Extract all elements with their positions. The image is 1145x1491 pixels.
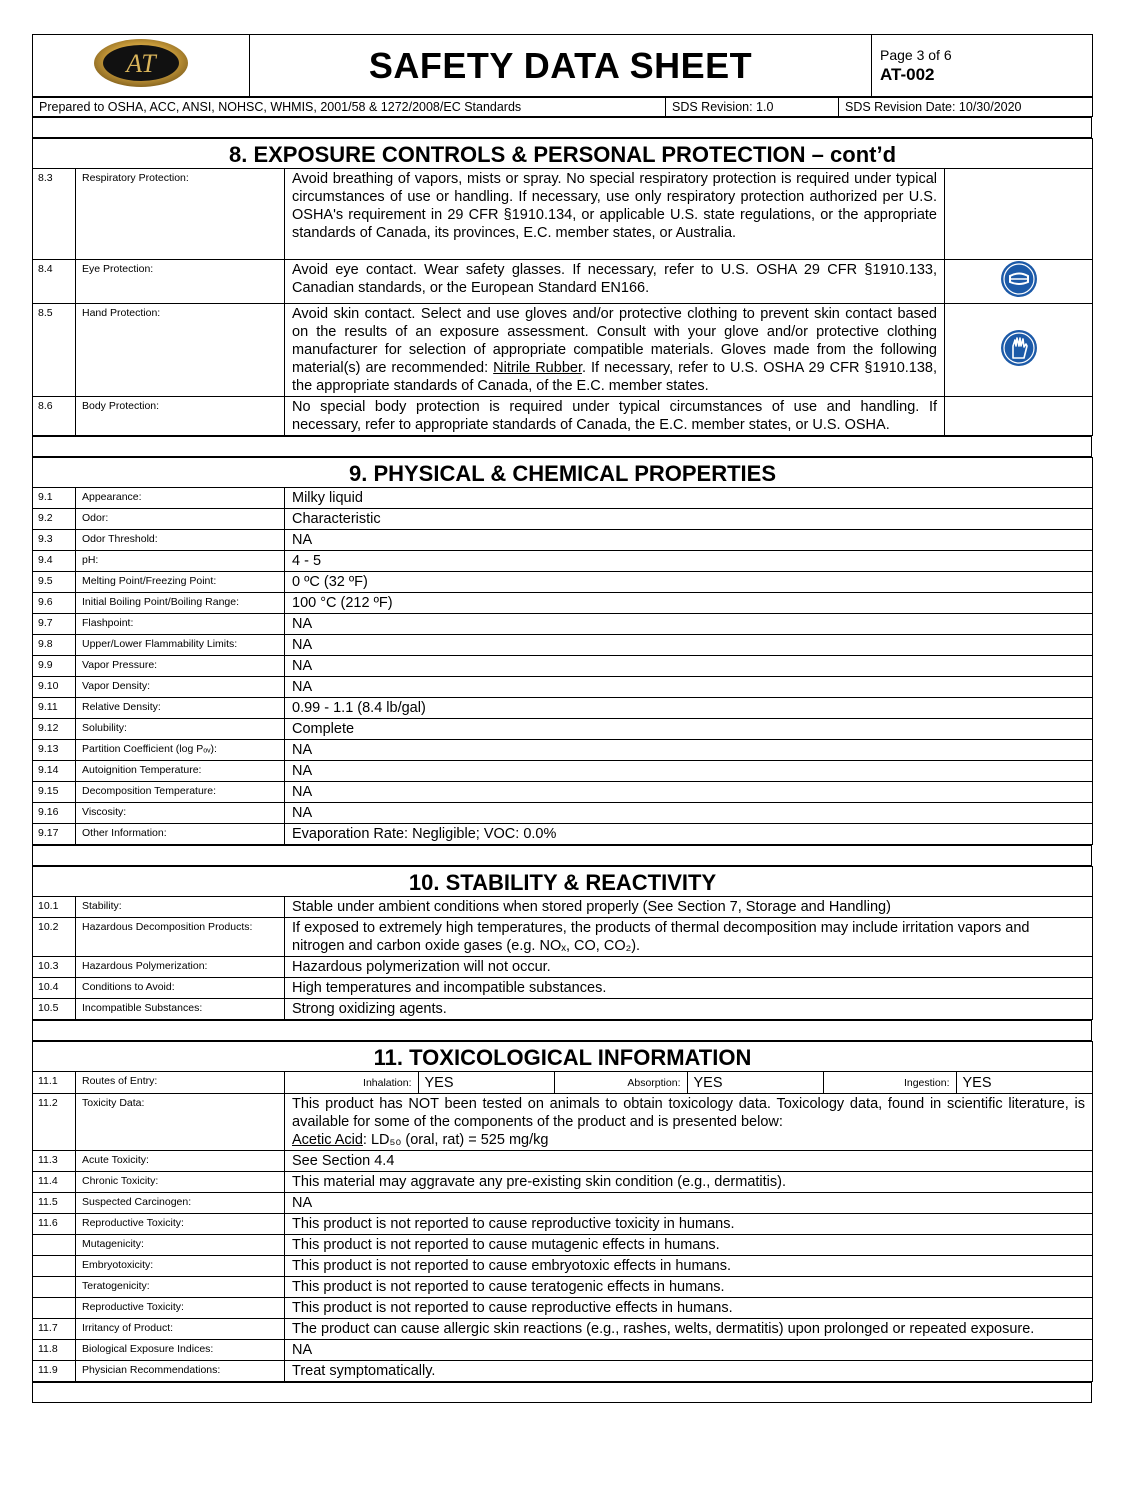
row-label: Odor: — [76, 509, 285, 530]
sheet-header — [32, 34, 1093, 97]
row-number: 8.4 — [33, 260, 76, 304]
section-9-title: 9. PHYSICAL & CHEMICAL PROPERTIES — [33, 458, 1093, 488]
row-value: See Section 4.4 — [285, 1151, 1093, 1172]
row-label: Conditions to Avoid: — [76, 978, 285, 999]
row-value: 0.99 - 1.1 (8.4 lb/gal) — [285, 698, 1093, 719]
row-label: Vapor Density: — [76, 677, 285, 698]
table-row — [33, 656, 1093, 677]
row-label: Physician Recommendations: — [76, 1361, 285, 1382]
row-label: Teratogenicity: — [76, 1277, 285, 1298]
row-label: Chronic Toxicity: — [76, 1172, 285, 1193]
row-number: 9.17 — [33, 824, 76, 845]
table-row — [33, 1277, 1093, 1298]
row-label: Appearance: — [76, 488, 285, 509]
row-label: Odor Threshold: — [76, 530, 285, 551]
row-number: 10.3 — [33, 957, 76, 978]
row-label: Embryotoxicity: — [76, 1256, 285, 1277]
icon-cell-empty — [945, 397, 1093, 436]
row-number: 9.4 — [33, 551, 76, 572]
row-value: Milky liquid — [285, 488, 1093, 509]
row-number — [33, 1298, 76, 1319]
standards-bar — [32, 97, 1093, 117]
table-row — [33, 782, 1093, 803]
section-9-table — [32, 457, 1093, 845]
at-logo-icon — [91, 36, 191, 90]
row-value: NA — [285, 530, 1093, 551]
row-label: Solubility: — [76, 719, 285, 740]
page-number: Page 3 of 6 — [880, 47, 952, 63]
row-number: 9.7 — [33, 614, 76, 635]
row-label: Melting Point/Freezing Point: — [76, 572, 285, 593]
row-number: 9.11 — [33, 698, 76, 719]
row-label: Other Information: — [76, 824, 285, 845]
row-number: 9.1 — [33, 488, 76, 509]
sds-revision: SDS Revision: 1.0 — [666, 98, 839, 117]
table-row — [33, 551, 1093, 572]
row-number: 11.9 — [33, 1361, 76, 1382]
row-value: High temperatures and incompatible substances. — [285, 978, 1093, 999]
row-number: 10.2 — [33, 918, 76, 957]
ingestion-label: Ingestion: — [823, 1072, 956, 1093]
row-label: Suspected Carcinogen: — [76, 1193, 285, 1214]
inhalation-value: YES — [418, 1072, 554, 1093]
row-label: Body Protection: — [76, 397, 285, 436]
row-value: Treat symptomatically. — [285, 1361, 1093, 1382]
row-value: The product can cause allergic skin reactions (e.g., rashes, welts, dermatitis) upon prolonged or repeated exposure. — [285, 1319, 1093, 1340]
section-8-title: 8. EXPOSURE CONTROLS & PERSONAL PROTECTION – cont’d — [33, 139, 1093, 169]
row-label: Stability: — [76, 897, 285, 918]
row-value: This product is not reported to cause reproductive effects in humans. — [285, 1298, 1093, 1319]
table-row — [33, 1193, 1093, 1214]
row-number: 8.6 — [33, 397, 76, 436]
row-number: 8.3 — [33, 169, 76, 260]
row-value: NA — [285, 1193, 1093, 1214]
row-value: NA — [285, 761, 1093, 782]
row-label: Upper/Lower Flammability Limits: — [76, 635, 285, 656]
section-10-table — [32, 866, 1093, 1020]
row-label: Acute Toxicity: — [76, 1151, 285, 1172]
row-label: Reproductive Toxicity: — [76, 1214, 285, 1235]
row-number: 10.4 — [33, 978, 76, 999]
table-row — [33, 824, 1093, 845]
safety-goggles-icon — [1000, 260, 1038, 298]
table-row — [33, 677, 1093, 698]
table-row — [33, 1298, 1093, 1319]
table-row — [33, 572, 1093, 593]
row-label: Initial Boiling Point/Boiling Range: — [76, 593, 285, 614]
row-number: 11.5 — [33, 1193, 76, 1214]
hand-protection-value: Avoid skin contact. Select and use gloves and/or protective clothing to prevent skin contact based on the results of an exposure assessment. Consult with your glove and/or protective clothing manufacturer for selection of appropriate compatible materials. Gloves made from the following material(s) are recommended: Nitrile Rubber. If necessary, refer to U.S. OSHA 29 CFR §1910.138, the appropriate standards of Canada, of the E.C. member states. — [285, 304, 945, 397]
table-row — [33, 918, 1093, 957]
row-value: NA — [285, 677, 1093, 698]
row-value: 0 ºC (32 ºF) — [285, 572, 1093, 593]
row-number: 11.3 — [33, 1151, 76, 1172]
row-value: NA — [285, 803, 1093, 824]
row-value: This product is not reported to cause teratogenic effects in humans. — [285, 1277, 1093, 1298]
row-value: Stable under ambient conditions when stored properly (See Section 7, Storage and Handling) — [285, 897, 1093, 918]
row-number: 11.2 — [33, 1094, 76, 1151]
row-number: 9.8 — [33, 635, 76, 656]
row-number: 9.10 — [33, 677, 76, 698]
row-value: NA — [285, 740, 1093, 761]
row-label: Mutagenicity: — [76, 1235, 285, 1256]
row-value: Complete — [285, 719, 1093, 740]
row-value: NA — [285, 635, 1093, 656]
row-number: 9.2 — [33, 509, 76, 530]
table-row — [33, 488, 1093, 509]
table-row — [33, 509, 1093, 530]
page-info — [872, 35, 1093, 97]
table-row — [33, 1361, 1093, 1382]
table-row — [33, 1214, 1093, 1235]
row-value: This material may aggravate any pre-existing skin condition (e.g., dermatitis). — [285, 1172, 1093, 1193]
table-row — [33, 719, 1093, 740]
table-row — [33, 999, 1093, 1020]
row-number: 9.3 — [33, 530, 76, 551]
absorption-label: Absorption: — [554, 1072, 687, 1093]
row-value: This product is not reported to cause mutagenic effects in humans. — [285, 1235, 1093, 1256]
row-label: Hand Protection: — [76, 304, 285, 397]
row-label: Decomposition Temperature: — [76, 782, 285, 803]
row-label: Incompatible Substances: — [76, 999, 285, 1020]
row-value: NA — [285, 614, 1093, 635]
toxicity-data-value: This product has NOT been tested on animals to obtain toxicology data. Toxicology data, found in scientific literature, is available for some of the components of the product and is presented below: Acetic Acid: LD₅₀ (oral, rat) = 525 mg/kg — [285, 1094, 1093, 1151]
row-value: Evaporation Rate: Negligible; VOC: 0.0% — [285, 824, 1093, 845]
absorption-value: YES — [687, 1072, 823, 1093]
svg-text:AT: AT — [126, 49, 156, 78]
row-number: 9.5 — [33, 572, 76, 593]
row-label: Hazardous Decomposition Products: — [76, 918, 285, 957]
table-row — [33, 1319, 1093, 1340]
glove-material: Nitrile Rubber — [493, 360, 582, 376]
row-label: Respiratory Protection: — [76, 169, 285, 260]
company-logo — [33, 35, 250, 97]
row-value: NA — [285, 656, 1093, 677]
inhalation-label: Inhalation: — [285, 1072, 418, 1093]
table-row — [33, 897, 1093, 918]
row-label: Biological Exposure Indices: — [76, 1340, 285, 1361]
table-row — [33, 1340, 1093, 1361]
table-row — [33, 593, 1093, 614]
table-row — [33, 614, 1093, 635]
row-number: 11.8 — [33, 1340, 76, 1361]
row-label: Relative Density: — [76, 698, 285, 719]
row-value: NA — [285, 782, 1093, 803]
section-8-table — [32, 138, 1093, 436]
respiratory-protection-value: Avoid breathing of vapors, mists or spray. No special respiratory protection is required under typical circumstances of use or handling. If necessary, use only respiratory protection authorized per U.S. OSHA's requirement in 29 CFR §1910.134, or applicable U.S. state regulations, or the appropriate standards of Canada, its provinces, E.C. member states, or Australia. — [285, 169, 945, 260]
row-number: 11.4 — [33, 1172, 76, 1193]
row-number: 11.7 — [33, 1319, 76, 1340]
table-row — [33, 761, 1093, 782]
table-row — [33, 803, 1093, 824]
row-value: If exposed to extremely high temperatures, the products of thermal decomposition may include irritation vapors and nitrogen and carbon oxide gases (e.g. NOₓ, CO, CO₂). — [285, 918, 1093, 957]
row-number: 9.13 — [33, 740, 76, 761]
body-protection-value: No special body protection is required under typical circumstances of use and handling. If necessary, refer to appropriate standards of Canada, the E.C. member states, or U.S. OSHA. — [285, 397, 945, 436]
table-row — [33, 698, 1093, 719]
section-11-table — [32, 1041, 1093, 1382]
routes-of-entry — [285, 1072, 1093, 1094]
prepared-standards: Prepared to OSHA, ACC, ANSI, NOHSC, WHMIS, 2001/58 & 1272/2008/EC Standards — [33, 98, 666, 117]
row-number — [33, 1235, 76, 1256]
table-row — [33, 635, 1093, 656]
row-number: 11.1 — [33, 1072, 76, 1094]
row-value: 4 - 5 — [285, 551, 1093, 572]
row-label: Eye Protection: — [76, 260, 285, 304]
row-value: This product is not reported to cause reproductive toxicity in humans. — [285, 1214, 1093, 1235]
table-row — [33, 1235, 1093, 1256]
table-row — [33, 957, 1093, 978]
table-row — [33, 740, 1093, 761]
table-row — [33, 1151, 1093, 1172]
acetic-acid-label: Acetic Acid — [292, 1132, 363, 1148]
safety-data-sheet — [32, 34, 1092, 1403]
sds-revision-date: SDS Revision Date: 10/30/2020 — [839, 98, 1093, 117]
row-number: 10.5 — [33, 999, 76, 1020]
row-label: Toxicity Data: — [76, 1094, 285, 1151]
row-value: 100 °C (212 ºF) — [285, 593, 1093, 614]
section-11-title: 11. TOXICOLOGICAL INFORMATION — [33, 1042, 1093, 1072]
row-label: Hazardous Polymerization: — [76, 957, 285, 978]
row-label: pH: — [76, 551, 285, 572]
row-label: Routes of Entry: — [76, 1072, 285, 1094]
row-label: Flashpoint: — [76, 614, 285, 635]
document-title: SAFETY DATA SHEET — [250, 35, 872, 97]
row-number: 9.15 — [33, 782, 76, 803]
row-value: Hazardous polymerization will not occur. — [285, 957, 1093, 978]
row-value: Strong oxidizing agents. — [285, 999, 1093, 1020]
row-number: 9.12 — [33, 719, 76, 740]
protective-glove-icon — [1000, 329, 1038, 367]
icon-cell-empty — [945, 169, 1093, 260]
row-label: Autoignition Temperature: — [76, 761, 285, 782]
row-number: 9.9 — [33, 656, 76, 677]
row-number — [33, 1277, 76, 1298]
row-number — [33, 1256, 76, 1277]
table-row — [33, 978, 1093, 999]
row-number: 9.14 — [33, 761, 76, 782]
row-value: NA — [285, 1340, 1093, 1361]
row-label: Vapor Pressure: — [76, 656, 285, 677]
row-label: Viscosity: — [76, 803, 285, 824]
row-number: 9.6 — [33, 593, 76, 614]
product-code: AT-002 — [880, 65, 935, 84]
eye-protection-value: Avoid eye contact. Wear safety glasses. If necessary, refer to U.S. OSHA 29 CFR §1910.133, Canadian standards, or the European Standard EN166. — [285, 260, 945, 304]
row-label: Partition Coefficient (log Pₒᵥ): — [76, 740, 285, 761]
row-number: 8.5 — [33, 304, 76, 397]
row-number: 11.6 — [33, 1214, 76, 1235]
table-row — [33, 1172, 1093, 1193]
row-label: Irritancy of Product: — [76, 1319, 285, 1340]
ingestion-value: YES — [962, 1074, 992, 1091]
row-label: Reproductive Toxicity: — [76, 1298, 285, 1319]
table-row — [33, 530, 1093, 551]
row-value: This product is not reported to cause embryotoxic effects in humans. — [285, 1256, 1093, 1277]
row-value: Characteristic — [285, 509, 1093, 530]
row-number: 9.16 — [33, 803, 76, 824]
section-10-title: 10. STABILITY & REACTIVITY — [33, 867, 1093, 897]
table-row — [33, 1256, 1093, 1277]
row-number: 10.1 — [33, 897, 76, 918]
